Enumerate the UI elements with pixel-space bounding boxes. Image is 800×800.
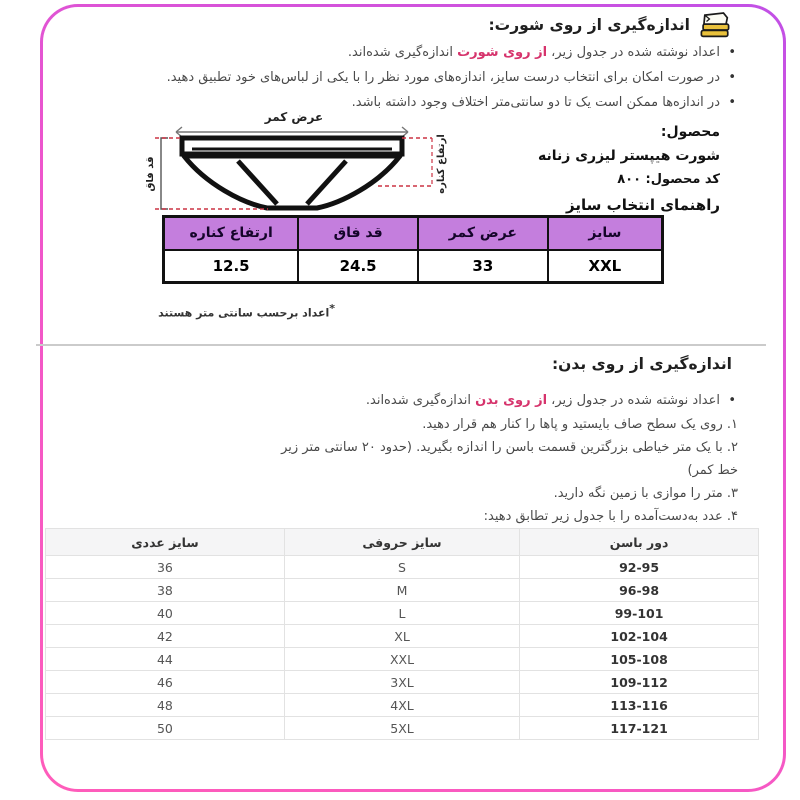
cell-letter-size: S <box>284 556 519 579</box>
value-crotch-length: 24.5 <box>298 250 418 283</box>
product-size-table <box>162 215 664 284</box>
highlight-from-shorts: از روی شورت <box>457 45 548 60</box>
cell-numeric-size: 38 <box>46 579 285 602</box>
size-guide-heading: راهنمای انتخاب سایز <box>566 196 720 214</box>
section-divider <box>36 344 766 346</box>
size-table-value-row <box>164 250 663 283</box>
body-table-header-row <box>46 529 759 556</box>
col-crotch-length: قد فاق <box>298 217 418 250</box>
table-row <box>46 717 759 740</box>
table-row <box>46 648 759 671</box>
cm-footnote: *اعداد برحسب سانتی متر هستند <box>158 302 335 320</box>
cell-hip: 96-98 <box>520 579 759 602</box>
col-side-height: ارتفاع کناره <box>164 217 299 250</box>
table-row <box>46 556 759 579</box>
highlight-from-body: از روی بدن <box>475 393 548 408</box>
cell-hip: 105-108 <box>520 648 759 671</box>
measurement-steps <box>178 413 738 528</box>
shorts-bullet-list <box>48 40 738 115</box>
cell-letter-size: 4XL <box>284 694 519 717</box>
cell-hip: 92-95 <box>520 556 759 579</box>
section-shorts-title-row <box>488 10 732 39</box>
col-waist-width: عرض کمر <box>418 217 548 250</box>
table-row <box>46 579 759 602</box>
cell-hip: 113-116 <box>520 694 759 717</box>
body-size-table <box>45 528 759 740</box>
cell-numeric-size: 42 <box>46 625 285 648</box>
cell-letter-size: XXL <box>284 648 519 671</box>
cell-letter-size: 5XL <box>284 717 519 740</box>
section-shorts-title: اندازه‌گیری از روی شورت: <box>488 15 690 34</box>
cell-letter-size: 3XL <box>284 671 519 694</box>
col-size: سایز <box>548 217 663 250</box>
step-4: ۴. عدد به‌دست‌آمده را با جدول زیر تطابق دهید: <box>483 509 738 524</box>
step-2: ۲. با یک متر خیاطی بزرگترین قسمت باسن را اندازه بگیرید. (حدود ۲۰ سانتی متر زیر خط کمر) <box>281 440 738 478</box>
body-bullet-list <box>48 388 738 413</box>
cell-numeric-size: 46 <box>46 671 285 694</box>
footnote-asterisk: * <box>329 302 335 315</box>
col-hip: دور باسن <box>520 529 759 556</box>
diagram-side-label: ارتفاع کناره <box>436 134 447 194</box>
cell-hip: 99-101 <box>520 602 759 625</box>
step-1: ۱. روی یک سطح صاف بایستید و پاها را کنار هم قرار دهید. <box>422 417 738 432</box>
cell-numeric-size: 40 <box>46 602 285 625</box>
cell-hip: 117-121 <box>520 717 759 740</box>
table-row <box>46 602 759 625</box>
shorts-bullet-1: • اعداد نوشته شده در جدول زیر، از روی شورت اندازه‌گیری شده‌اند. <box>48 40 738 65</box>
body-bullet-1: • اعداد نوشته شده در جدول زیر، از روی بدن اندازه‌گیری شده‌اند. <box>48 388 738 413</box>
section-body-title-row <box>552 355 732 373</box>
table-row <box>46 625 759 648</box>
section-body-title: اندازه‌گیری از روی بدن: <box>551 355 732 373</box>
body-table-body <box>46 556 759 740</box>
cell-numeric-size: 48 <box>46 694 285 717</box>
step-3: ۳. متر را موازی با زمین نگه دارید. <box>553 486 738 501</box>
product-code: کد محصول: ۸۰۰ <box>617 172 720 187</box>
cell-letter-size: L <box>284 602 519 625</box>
shorts-bullet-2: • در صورت امکان برای انتخاب درست سایز، اندازه‌های مورد نظر را با یکی از لباس‌های خود تطبیق دهید. <box>48 65 738 90</box>
value-size: XXL <box>548 250 663 283</box>
product-info <box>440 120 720 218</box>
table-row <box>46 694 759 717</box>
table-row <box>46 671 759 694</box>
diagram-crotch-label: قد فاق <box>146 156 156 192</box>
folded-clothes-icon <box>698 10 732 39</box>
col-letter-size: سایز حروفی <box>284 529 519 556</box>
diagram-waist-label: عرض کمر <box>264 110 324 124</box>
value-waist-width: 33 <box>418 250 548 283</box>
col-numeric-size: سایز عددی <box>46 529 285 556</box>
shorts-bullet-3: • در اندازه‌ها ممکن است یک تا دو سانتی‌متر اختلاف وجود داشته باشد. <box>48 90 738 115</box>
cell-hip: 102-104 <box>520 625 759 648</box>
product-name: شورت هیپستر لیزری زنانه <box>538 148 720 164</box>
cell-numeric-size: 36 <box>46 556 285 579</box>
cell-letter-size: M <box>284 579 519 602</box>
size-table-header-row <box>164 217 663 250</box>
cell-numeric-size: 50 <box>46 717 285 740</box>
cell-numeric-size: 44 <box>46 648 285 671</box>
value-side-height: 12.5 <box>164 250 299 283</box>
product-label: محصول: <box>660 124 720 140</box>
cell-letter-size: XL <box>284 625 519 648</box>
cell-hip: 109-112 <box>520 671 759 694</box>
